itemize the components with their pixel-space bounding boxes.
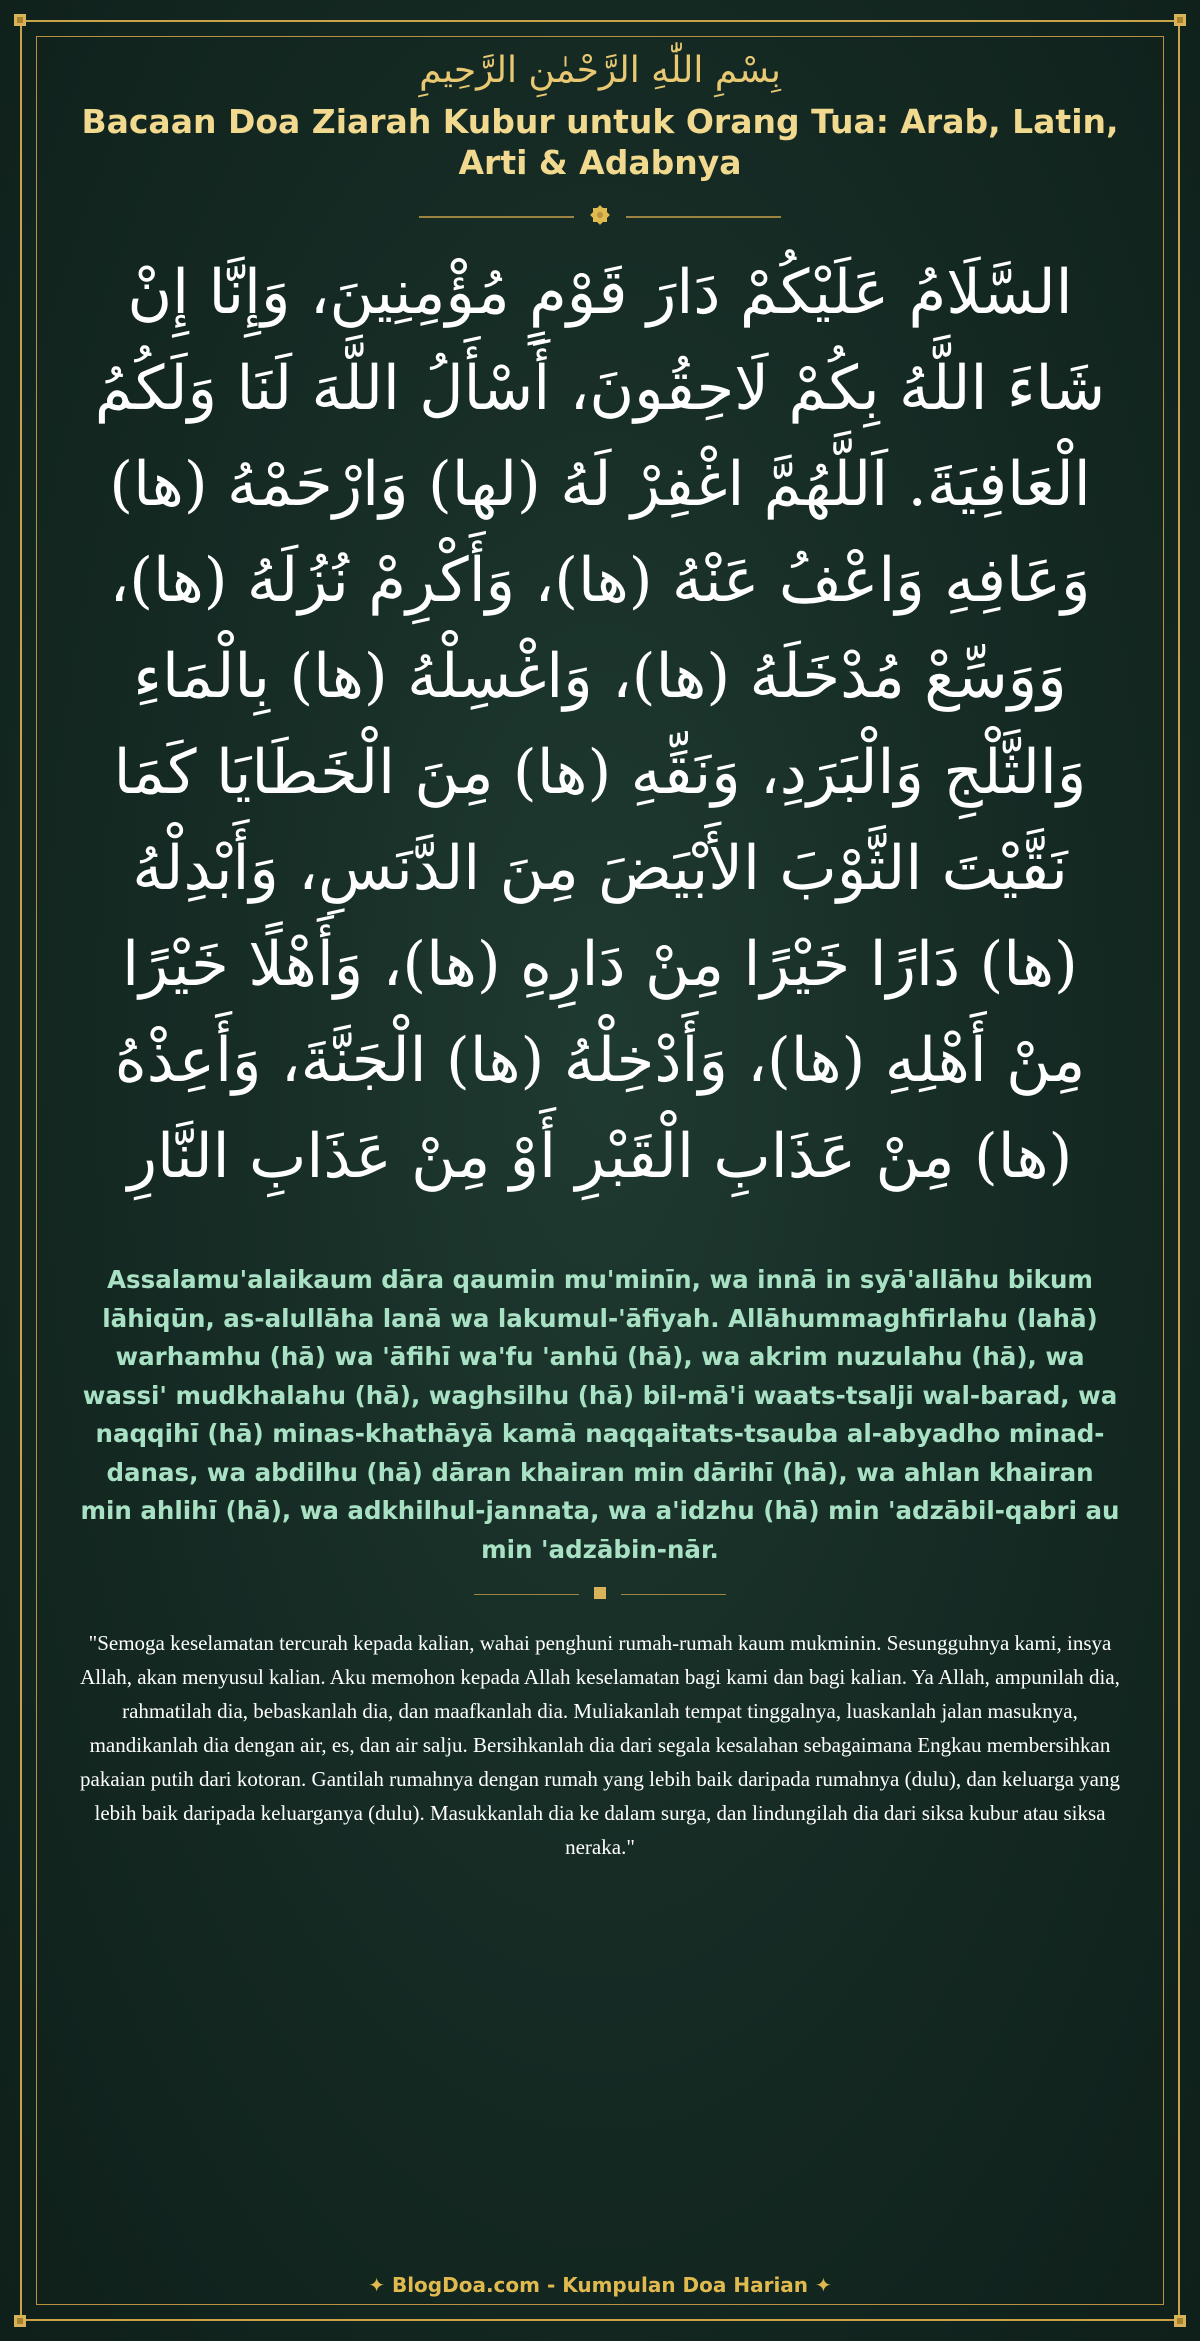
square-ornament-icon [593, 1585, 607, 1604]
corner-ornament-icon [1169, 9, 1191, 31]
latin-transliteration: Assalamu'alaikaum dāra qaumin mu'minīn, wa innā in syā'allāhu bikum lāhiqūn, as-alullāha lanā wa lakumul-'āfiyah. Allāhummaghfirlahu (lahā) warhamhu (hā) wa 'āfihī wa'fu 'anhū (hā), wa akrim nuzulahu (hā), wa wassi' mudkhalahu (hā), waghsilhu (hā) bil-mā'i waats-tsalji wal-barad, wa naqqihī (hā) minas-khathāyā kamā naqqaitats-tsauba al-abyadho minad-danas, wa abdilhu (hā) dāran khairan min dārihī (hā), wa ahlan khairan min ahlihī (hā), wa adkhilhul-jannata, wa a'idzhu (hā) min 'adzābil-qabri au min 'adzābin-nār. [80, 1265, 1120, 1564]
divider-line [621, 1594, 726, 1595]
star-ornament-icon [588, 203, 612, 231]
basmalah-heading: بِسْمِ اللّٰهِ الرَّحْمٰنِ الرَّحِيمِ [419, 50, 781, 91]
middle-divider [80, 1585, 1120, 1604]
page-title: Bacaan Doa Ziarah Kubur untuk Orang Tua: Arab, Latin, Arti & Adabnya [81, 101, 1119, 183]
indonesian-translation: "Semoga keselamatan tercurah kepada kalian, wahai penghuni rumah-rumah kaum mukminin. Sesungguhnya kami, insya Allah, akan menyusul kalian. Aku memohon kepada Allah keselamatan bagi kami dan bagi kalian. Ya Allah, ampunilah dia, rahmatilah dia, bebaskanlah dia, dan maafkanlah dia. Muliakanlah tempat tinggalnya, luaskanlah jalan masuknya, mandikanlah dia dengan air, es, dan air salju. Bersihkanlah dia dari segala kesalahan sebagaimana Engkau membersihkan pakaian putih dari kotoran. Gantilah rumahnya dengan rumah yang lebih baik daripada rumahnya (dulu), dan keluarga yang lebih baik daripada keluarganya (dulu). Masukkanlah dia ke dalam surga, dan lindungilah dia dari siksa kubur atau siksa neraka." [80, 1631, 1120, 1860]
main-content [80, 48, 1120, 1864]
corner-ornament-icon [1169, 2310, 1191, 2332]
arabic-prayer-text: السَّلَامُ عَلَيْكُمْ دَارَ قَوْمٍ مُؤْمِنِينَ، وَإِنَّا إِنْ شَاءَ اللَّهُ بِكُمْ لَاحِقُونَ، أَسْأَلُ اللَّهَ لَنَا وَلَكُمُ الْعَافِيَةَ. اَللَّهُمَّ اغْفِرْ لَهُ (لها) وَارْحَمْهُ (ها) وَعَافِهِ وَاعْفُ عَنْهُ (ها)، وَأَكْرِمْ نُزُلَهُ (ها)، وَوَسِّعْ مُدْخَلَهُ (ها)، وَاغْسِلْهُ (ها) بِالْمَاءِ وَالثَّلْجِ وَالْبَرَدِ، وَنَقِّهِ (ها) مِنَ الْخَطَايَا كَمَا نَقَّيْتَ الثَّوْبَ الأَبْيَضَ مِنَ الدَّنَسِ، وَأَبْدِلْهُ (ها) دَارًا خَيْرًا مِنْ دَارِهِ (ها)، وَأَهْلًا خَيْرًا مِنْ أَهْلِهِ (ها)، وَأَدْخِلْهُ (ها) الْجَنَّةَ، وَأَعِذْهُ (ها) مِنْ عَذَابِ الْقَبْرِ أَوْ مِنْ عَذَابِ النَّارِ [94, 257, 1106, 1193]
corner-ornament-icon [9, 2310, 31, 2332]
corner-ornament-icon [9, 9, 31, 31]
divider-line [474, 1594, 579, 1595]
divider-line [419, 216, 574, 218]
footer-credit: ✦ BlogDoa.com - Kumpulan Doa Harian ✦ [368, 2273, 832, 2297]
divider-line [626, 216, 781, 218]
top-divider [80, 203, 1120, 231]
